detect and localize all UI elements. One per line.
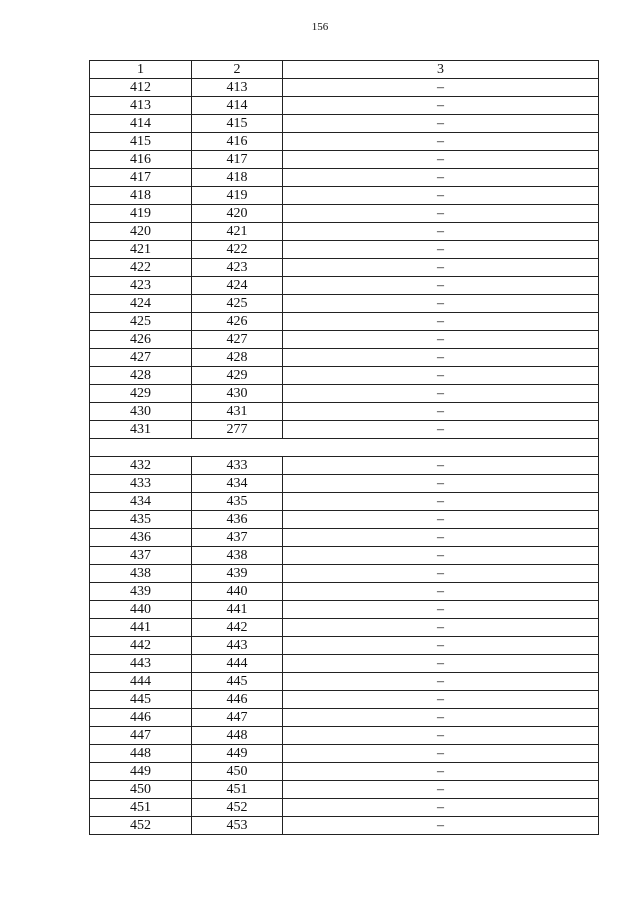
table-cell-col1: 438 — [90, 565, 192, 583]
table-cell-col1: 413 — [90, 97, 192, 115]
table-cell-col2: 419 — [192, 187, 283, 205]
table-cell-col2: 438 — [192, 547, 283, 565]
table-cell-col1: 433 — [90, 475, 192, 493]
table-cell-col1: 444 — [90, 673, 192, 691]
table-cell-col2: 431 — [192, 403, 283, 421]
table-cell-col2: 430 — [192, 385, 283, 403]
table-cell-col1: 412 — [90, 79, 192, 97]
table-cell-col2: 428 — [192, 349, 283, 367]
table-cell-col2: 441 — [192, 601, 283, 619]
table-cell-col2: 448 — [192, 727, 283, 745]
table-cell-col2: 415 — [192, 115, 283, 133]
table-separator-row — [90, 439, 599, 457]
table-cell-col2: 420 — [192, 205, 283, 223]
table-cell-col3: – — [283, 133, 599, 151]
table-header-row — [90, 61, 599, 79]
table-cell-col1: 417 — [90, 169, 192, 187]
table-cell-col3: – — [283, 205, 599, 223]
table-cell-col1: 431 — [90, 421, 192, 439]
table-row — [90, 151, 599, 169]
table-cell-col2: 423 — [192, 259, 283, 277]
table-cell-col1: 442 — [90, 637, 192, 655]
table-cell-col1: 425 — [90, 313, 192, 331]
table-cell-col3: – — [283, 817, 599, 835]
table-cell-col3: – — [283, 79, 599, 97]
table-row — [90, 115, 599, 133]
table-cell-col1: 439 — [90, 583, 192, 601]
table-row — [90, 529, 599, 547]
table-cell-col3: – — [283, 781, 599, 799]
table-row — [90, 565, 599, 583]
table-cell-col2: 437 — [192, 529, 283, 547]
table-cell-col1: 415 — [90, 133, 192, 151]
table-cell-col3: – — [283, 727, 599, 745]
table-cell-col3: – — [283, 709, 599, 727]
table-row — [90, 547, 599, 565]
table-separator-cell — [90, 439, 599, 457]
table-cell-col2: 436 — [192, 511, 283, 529]
table-row — [90, 475, 599, 493]
table-cell-col2: 446 — [192, 691, 283, 709]
table-row — [90, 709, 599, 727]
table-cell-col1: 446 — [90, 709, 192, 727]
table-cell-col2: 277 — [192, 421, 283, 439]
table-cell-col2: 424 — [192, 277, 283, 295]
table-row — [90, 97, 599, 115]
table-row — [90, 511, 599, 529]
table-row — [90, 799, 599, 817]
table-cell-col1: 414 — [90, 115, 192, 133]
table-cell-col1: 436 — [90, 529, 192, 547]
table-cell-col1: 428 — [90, 367, 192, 385]
table-cell-col3: – — [283, 295, 599, 313]
table-row — [90, 637, 599, 655]
table-cell-col3: – — [283, 151, 599, 169]
table-cell-col2: 434 — [192, 475, 283, 493]
table-cell-col1: 427 — [90, 349, 192, 367]
table-cell-col1: 441 — [90, 619, 192, 637]
table-row — [90, 619, 599, 637]
table-cell-col3: – — [283, 583, 599, 601]
table-row — [90, 781, 599, 799]
table-row — [90, 349, 599, 367]
table-row — [90, 601, 599, 619]
table-cell-col2: 453 — [192, 817, 283, 835]
table-cell-col1: 422 — [90, 259, 192, 277]
table-row — [90, 187, 599, 205]
table-row — [90, 421, 599, 439]
table-cell-col1: 447 — [90, 727, 192, 745]
table-row — [90, 493, 599, 511]
table-cell-col3: – — [283, 385, 599, 403]
table-row — [90, 673, 599, 691]
table-row — [90, 79, 599, 97]
table-row — [90, 403, 599, 421]
table-row — [90, 313, 599, 331]
table-cell-col3: – — [283, 763, 599, 781]
table-cell-col2: 421 — [192, 223, 283, 241]
table-row — [90, 133, 599, 151]
table-cell-col1: 450 — [90, 781, 192, 799]
table-cell-col3: – — [283, 601, 599, 619]
table-cell-col3: – — [283, 97, 599, 115]
table-row — [90, 583, 599, 601]
table-cell-col1: 451 — [90, 799, 192, 817]
table-row — [90, 259, 599, 277]
table-cell-col2: 444 — [192, 655, 283, 673]
table-cell-col1: 416 — [90, 151, 192, 169]
table-cell-col3: – — [283, 745, 599, 763]
table-cell-col3: – — [283, 331, 599, 349]
table-cell-col3: – — [283, 115, 599, 133]
table-cell-col2: 413 — [192, 79, 283, 97]
table-cell-col3: – — [283, 799, 599, 817]
data-table — [89, 60, 599, 835]
table-cell-col3: – — [283, 169, 599, 187]
table-cell-col1: 420 — [90, 223, 192, 241]
table-cell-col1: 435 — [90, 511, 192, 529]
table-cell-col3: – — [283, 493, 599, 511]
table-cell-col2: 416 — [192, 133, 283, 151]
table-cell-col3: – — [283, 367, 599, 385]
table-cell-col1: 437 — [90, 547, 192, 565]
table-cell-col1: 448 — [90, 745, 192, 763]
table-row — [90, 817, 599, 835]
table-cell-col3: – — [283, 277, 599, 295]
table-row — [90, 385, 599, 403]
table-cell-col2: 435 — [192, 493, 283, 511]
table-cell-col3: – — [283, 547, 599, 565]
table-cell-col1: 440 — [90, 601, 192, 619]
table-cell-col1: 419 — [90, 205, 192, 223]
table-cell-col2: 429 — [192, 367, 283, 385]
table-cell-col2: 440 — [192, 583, 283, 601]
table-row — [90, 277, 599, 295]
table-cell-col2: 450 — [192, 763, 283, 781]
page-number: 156 — [311, 21, 329, 33]
table-cell-col3: – — [283, 529, 599, 547]
table-cell-col3: – — [283, 565, 599, 583]
table-row — [90, 655, 599, 673]
table-cell-col1: 432 — [90, 457, 192, 475]
table-cell-col3: – — [283, 691, 599, 709]
table-cell-col1: 430 — [90, 403, 192, 421]
table-row — [90, 457, 599, 475]
table-cell-col1: 449 — [90, 763, 192, 781]
table-cell-col2: 442 — [192, 619, 283, 637]
column-header-2: 2 — [192, 61, 283, 79]
table-row — [90, 223, 599, 241]
table-cell-col2: 425 — [192, 295, 283, 313]
table-cell-col3: – — [283, 673, 599, 691]
table-cell-col1: 418 — [90, 187, 192, 205]
table-cell-col3: – — [283, 187, 599, 205]
table-cell-col2: 445 — [192, 673, 283, 691]
table-cell-col3: – — [283, 421, 599, 439]
table-cell-col3: – — [283, 259, 599, 277]
table-row — [90, 367, 599, 385]
table-row — [90, 745, 599, 763]
table-cell-col2: 418 — [192, 169, 283, 187]
table-cell-col1: 421 — [90, 241, 192, 259]
table-cell-col2: 426 — [192, 313, 283, 331]
table-cell-col2: 449 — [192, 745, 283, 763]
table-row — [90, 169, 599, 187]
table-row — [90, 241, 599, 259]
table-cell-col1: 424 — [90, 295, 192, 313]
table-cell-col2: 452 — [192, 799, 283, 817]
table-cell-col2: 417 — [192, 151, 283, 169]
table-cell-col1: 429 — [90, 385, 192, 403]
table-cell-col3: – — [283, 457, 599, 475]
data-table-container — [89, 60, 598, 835]
table-cell-col2: 451 — [192, 781, 283, 799]
table-cell-col3: – — [283, 313, 599, 331]
table-cell-col1: 426 — [90, 331, 192, 349]
table-cell-col2: 443 — [192, 637, 283, 655]
table-cell-col3: – — [283, 511, 599, 529]
table-row — [90, 295, 599, 313]
table-cell-col1: 445 — [90, 691, 192, 709]
table-cell-col2: 414 — [192, 97, 283, 115]
table-cell-col3: – — [283, 403, 599, 421]
table-cell-col3: – — [283, 475, 599, 493]
table-cell-col2: 433 — [192, 457, 283, 475]
table-cell-col3: – — [283, 223, 599, 241]
table-cell-col1: 423 — [90, 277, 192, 295]
table-cell-col3: – — [283, 637, 599, 655]
table-cell-col2: 447 — [192, 709, 283, 727]
table-cell-col1: 434 — [90, 493, 192, 511]
table-row — [90, 727, 599, 745]
table-cell-col3: – — [283, 349, 599, 367]
table-row — [90, 763, 599, 781]
table-cell-col1: 452 — [90, 817, 192, 835]
table-row — [90, 691, 599, 709]
column-header-3: 3 — [283, 61, 599, 79]
table-cell-col1: 443 — [90, 655, 192, 673]
table-row — [90, 205, 599, 223]
column-header-1: 1 — [90, 61, 192, 79]
table-cell-col3: – — [283, 619, 599, 637]
table-cell-col2: 422 — [192, 241, 283, 259]
table-cell-col3: – — [283, 241, 599, 259]
table-cell-col3: – — [283, 655, 599, 673]
table-cell-col2: 427 — [192, 331, 283, 349]
table-body — [90, 79, 599, 835]
table-row — [90, 331, 599, 349]
table-cell-col2: 439 — [192, 565, 283, 583]
